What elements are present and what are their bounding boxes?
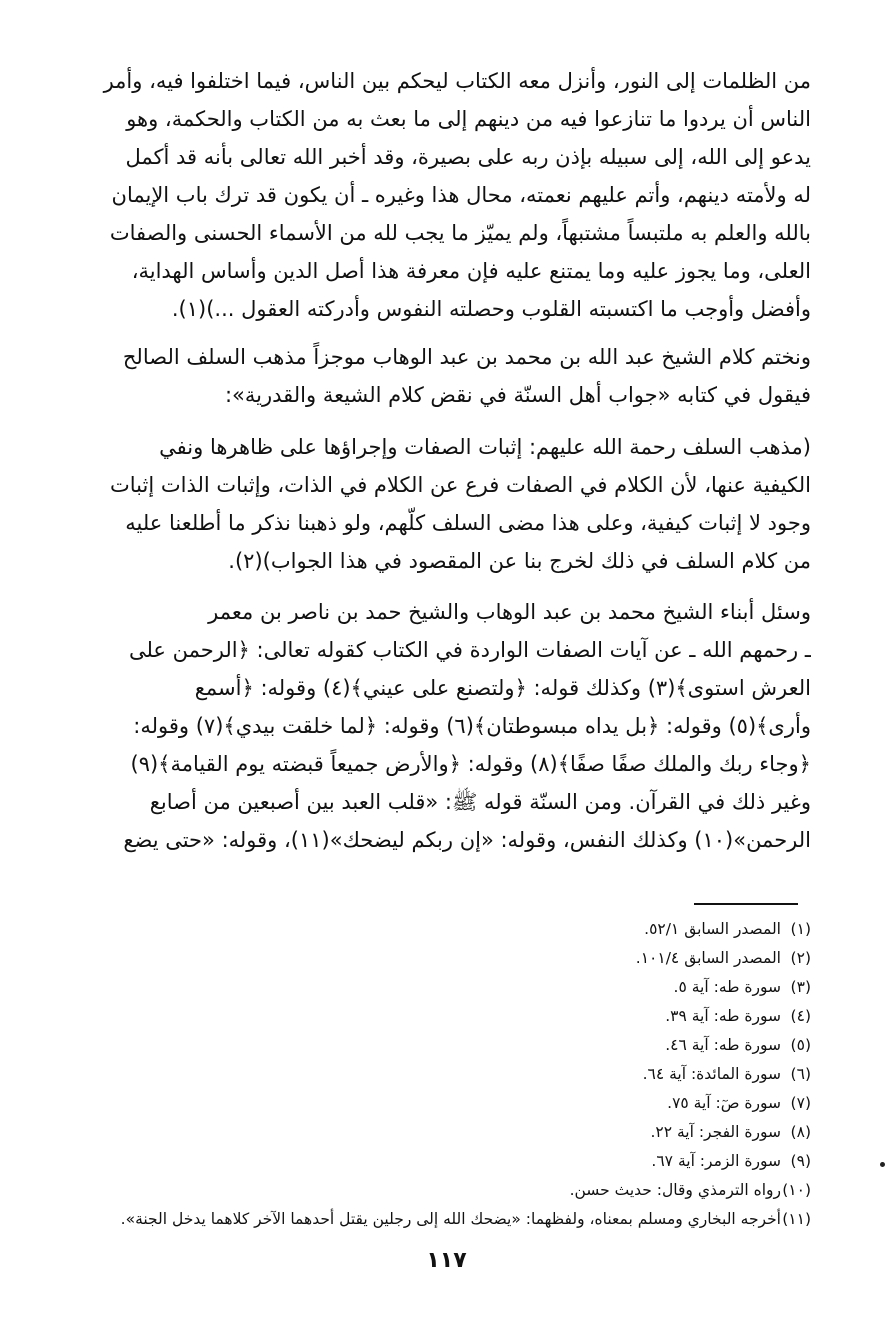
footnote-number: (١١) — [782, 1210, 811, 1228]
footnote-text: سورة الزمر: آية ٦٧. — [651, 1152, 781, 1170]
footnote-text: المصدر السابق ١٠١/٤. — [635, 949, 781, 967]
text-line: يدعو إلى الله، إلى سبيله بإذن ربه على بصيرة، وقد أخبر الله تعالى بأنه قد أكمل — [125, 145, 811, 169]
footnote — [100, 1176, 811, 1205]
text-line: وجود لا إثبات كيفية، وعلى هذا مضى السلف كلّهم، ولو ذهبنا نذكر ما أطلعنا عليه — [125, 511, 811, 535]
text-line: الكيفية عنها، لأن الكلام في الصفات فرع عن الكلام في الذات، وإثبات الذات إثبات — [109, 473, 811, 497]
footnote-number: (٣) — [790, 978, 811, 996]
footnote-text: المصدر السابق ٥٢/١. — [644, 920, 781, 938]
text-line: وأرى﴾(٥) وقوله: ﴿بل يداه مبسوطتان﴾(٦) وقوله: ﴿لما خلقت بيدي﴾(٧) وقوله: — [133, 714, 811, 738]
scan-mark — [880, 1162, 885, 1167]
text-line: له ولأمته دينهم، وأتم عليهم نعمته، محال هذا وغيره ـ أن يكون قد ترك باب الإيمان — [111, 183, 811, 207]
text-line: بالله والعلم به ملتبساً مشتبهاً، ولم يميّز ما يجب لله من الأسماء الحسنى والصفات — [109, 221, 811, 245]
footnote — [100, 944, 811, 973]
footnote-number: (٥) — [790, 1036, 811, 1054]
footnote-number: (٦) — [790, 1065, 811, 1083]
text-line: من كلام السلف في ذلك لخرج بنا عن المقصود في هذا الجواب)(٢). — [228, 549, 811, 573]
footnote-text: سورة طه: آية ٣٩. — [665, 1007, 781, 1025]
paragraph-4 — [102, 593, 811, 859]
footnote-text: سورة الفجر: آية ٢٢. — [650, 1123, 781, 1141]
footnote — [100, 1147, 811, 1176]
paragraph-3 — [102, 428, 811, 580]
footnote-number: (٤) — [790, 1007, 811, 1025]
page-number: ١١٧ — [426, 1248, 467, 1273]
text-line: ونختم كلام الشيخ عبد الله بن محمد بن عبد الوهاب موجزاً مذهب السلف الصالح — [122, 345, 811, 369]
paragraph-2 — [102, 338, 811, 414]
text-line: ـ رحمهم الله ـ عن آيات الصفات الواردة في الكتاب كقوله تعالى: ﴿الرحمن على — [128, 638, 811, 662]
footnote-number: (١٠) — [782, 1181, 811, 1199]
footnote-text: رواه الترمذي وقال: حديث حسن. — [569, 1181, 781, 1199]
text-line: (مذهب السلف رحمة الله عليهم: إثبات الصفات وإجراؤها على ظاهرها ونفي — [159, 435, 811, 459]
footnote-number: (٨) — [790, 1123, 811, 1141]
text-line: ﴿وجاء ربك والملك صفًا صفًا﴾(٨) وقوله: ﴿والأرض جميعاً قبضته يوم القيامة﴾(٩) — [130, 752, 811, 776]
footnote-number: (٢) — [790, 949, 811, 967]
footnotes — [100, 915, 811, 1234]
footnote — [100, 1002, 811, 1031]
footnote-text: سورة طه: آية ٤٦. — [665, 1036, 781, 1054]
body-text — [102, 62, 811, 859]
footnote-text: سورة طه: آية ٥. — [673, 978, 781, 996]
text-line: الناس أن يردوا ما تنازعوا فيه من دينهم إلى ما بعث به من الكتاب والحكمة، وهو — [126, 107, 811, 131]
footnote — [100, 915, 811, 944]
footnote-number: (١) — [790, 920, 811, 938]
paragraph-1 — [102, 62, 811, 328]
footnote-text: سورة صٓ: آية ٧٥. — [667, 1094, 781, 1112]
footnote — [100, 1060, 811, 1089]
text-line: العرش استوى﴾(٣) وكذلك قوله: ﴿ولتصنع على عيني﴾(٤) وقوله: ﴿أسمع — [194, 676, 811, 700]
text-line: فيقول في كتابه «جواب أهل السنّة في نقض كلام الشيعة والقدرية»: — [224, 383, 811, 407]
footnote-number: (٩) — [790, 1152, 811, 1170]
text-line: وسئل أبناء الشيخ محمد بن عبد الوهاب والشيخ حمد بن ناصر بن معمر — [208, 600, 811, 624]
text-line: وغير ذلك في القرآن. ومن السنّة قوله ﷺ: «قلب العبد بين أصبعين من أصابع — [149, 790, 811, 814]
text-line: من الظلمات إلى النور، وأنزل معه الكتاب ليحكم بين الناس، فيما اختلفوا فيه، وأمر — [103, 69, 811, 93]
footnote-text: أخرجه البخاري ومسلم بمعناه، ولفظهما: «يضحك الله إلى رجلين يقتل أحدهما الآخر كلاهما يدخل الجنة». — [120, 1210, 781, 1228]
footnote — [100, 1089, 811, 1118]
footnote — [100, 1118, 811, 1147]
text-line: الرحمن»(١٠) وكذلك النفس، وقوله: «إن ربكم ليضحك»(١١)، وقوله: «حتى يضع — [123, 828, 811, 852]
footnote — [100, 1205, 811, 1234]
text-line: العلى، وما يجوز عليه وما يمتنع عليه فإن معرفة هذا أصل الدين وأساس الهداية، — [131, 259, 811, 283]
footnote-text: سورة المائدة: آية ٦٤. — [642, 1065, 781, 1083]
text-line: وأفضل وأوجب ما اكتسبته القلوب وحصلته النفوس وأدركته العقول ...)(١). — [171, 297, 811, 321]
footnote — [100, 1031, 811, 1060]
footnote — [100, 973, 811, 1002]
footnote-number: (٧) — [790, 1094, 811, 1112]
footnote-separator — [694, 903, 798, 905]
